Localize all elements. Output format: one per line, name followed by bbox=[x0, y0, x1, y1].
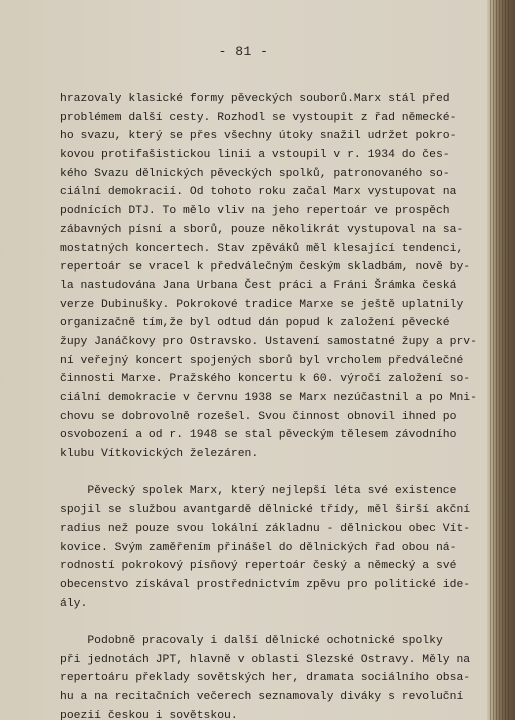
text-line: hrazovaly klasické formy pěveckých souborů.Marx stál před bbox=[60, 93, 450, 105]
text-line: ho svazu, který se přes všechny útoky snažil udržet pokro- bbox=[60, 130, 457, 143]
text-line: repertoár se vracel k předválečným českým skladbám, nově by- bbox=[60, 261, 471, 274]
paragraph-marx-history bbox=[60, 90, 477, 464]
paragraph-gap bbox=[60, 613, 470, 632]
paragraph-marx-significance bbox=[60, 482, 470, 613]
text-line: kého Svazu dělnických pěveckých spolků, patronovaného so- bbox=[60, 167, 450, 180]
text-line: při jednotách JPT, hlavně v oblasti Slezské Ostravy. Měly na bbox=[60, 653, 471, 666]
text-line: zábavných písní a sborů, pouze několikrát vystupoval na sa- bbox=[60, 223, 464, 236]
page-number: - 81 - bbox=[218, 44, 269, 59]
text-line: radius než pouze svou lokální základnu - dělnickou obec Vít- bbox=[60, 522, 471, 535]
text-line: mostatných koncertech. Stav zpěváků měl klesající tendenci, bbox=[60, 242, 464, 255]
text-line: hu a na recitačních večerech seznamovaly diváky s revoluční bbox=[60, 691, 464, 703]
text-line: ciální demokracie v červnu 1938 se Marx nezúčastnil a po Mni- bbox=[60, 392, 477, 404]
paragraph-other-societies bbox=[60, 632, 470, 720]
text-line: organizačně tím,že byl odtud dán popud k založení pěvecké bbox=[60, 317, 450, 330]
text-line: klubu Vítkovických železáren. bbox=[60, 448, 259, 461]
page-body bbox=[60, 90, 477, 720]
text-line: kovou protifašistickou linii a vstoupil v r. 1934 do čes- bbox=[60, 149, 450, 162]
text-line: la nastudována Jana Urbana Čest práci a Fráni Šrámka česká bbox=[60, 279, 457, 292]
text-line: Podobně pracovaly i další dělnické ochotnické spolky bbox=[60, 634, 443, 647]
text-line: ciální demokracií. Od tohoto roku začal Marx vystupovat na bbox=[60, 186, 457, 199]
text-line: ály. bbox=[60, 597, 88, 610]
text-line: problémem další cesty. Rozhodl se vystoupit z řad německé- bbox=[60, 111, 457, 124]
text-line: podnících DTJ. To mělo vliv na jeho repertoár ve prospěch bbox=[60, 205, 450, 218]
text-line: ní veřejný koncert spojených sborů byl vrcholem předválečné bbox=[60, 354, 464, 367]
text-line: verze Dubinušky. Pokrokové tradice Marxe se ještě uplatnily bbox=[60, 298, 464, 311]
text-line: osvobození a od r. 1948 se stal pěveckým tělesem závodního bbox=[60, 429, 457, 442]
text-line: repertoáru překlady sovětských her, dramata sociálního obsa- bbox=[60, 672, 471, 685]
text-line: Pěvecký spolek Marx, který nejlepší léta své existence bbox=[60, 485, 457, 498]
text-line: činnosti Marxe. Pražského koncertu k 60. výročí založení so- bbox=[60, 373, 471, 386]
text-line: spojil se službou avantgardě dělnické třídy, měl širší akční bbox=[60, 504, 471, 517]
text-line: rodností pokrokový písňový repertoár český a německý a své bbox=[60, 560, 457, 573]
text-line: chovu se dobrovolně rozešel. Svou činnost obnovil ihned po bbox=[60, 410, 457, 423]
book-page-edge bbox=[487, 0, 515, 720]
text-line: župy Janáčkovy pro Ostravsko. Ustavení samostatné župy a prv- bbox=[60, 335, 477, 348]
text-line: poezií českou i sovětskou. bbox=[60, 709, 238, 720]
paragraph-gap bbox=[60, 464, 470, 483]
text-line: obecenstvo získával prostřednictvím zpěvu pro politické ide- bbox=[60, 578, 471, 591]
text-line: kovice. Svým zaměřením přinášel do dělnických řad obou ná- bbox=[60, 541, 457, 554]
